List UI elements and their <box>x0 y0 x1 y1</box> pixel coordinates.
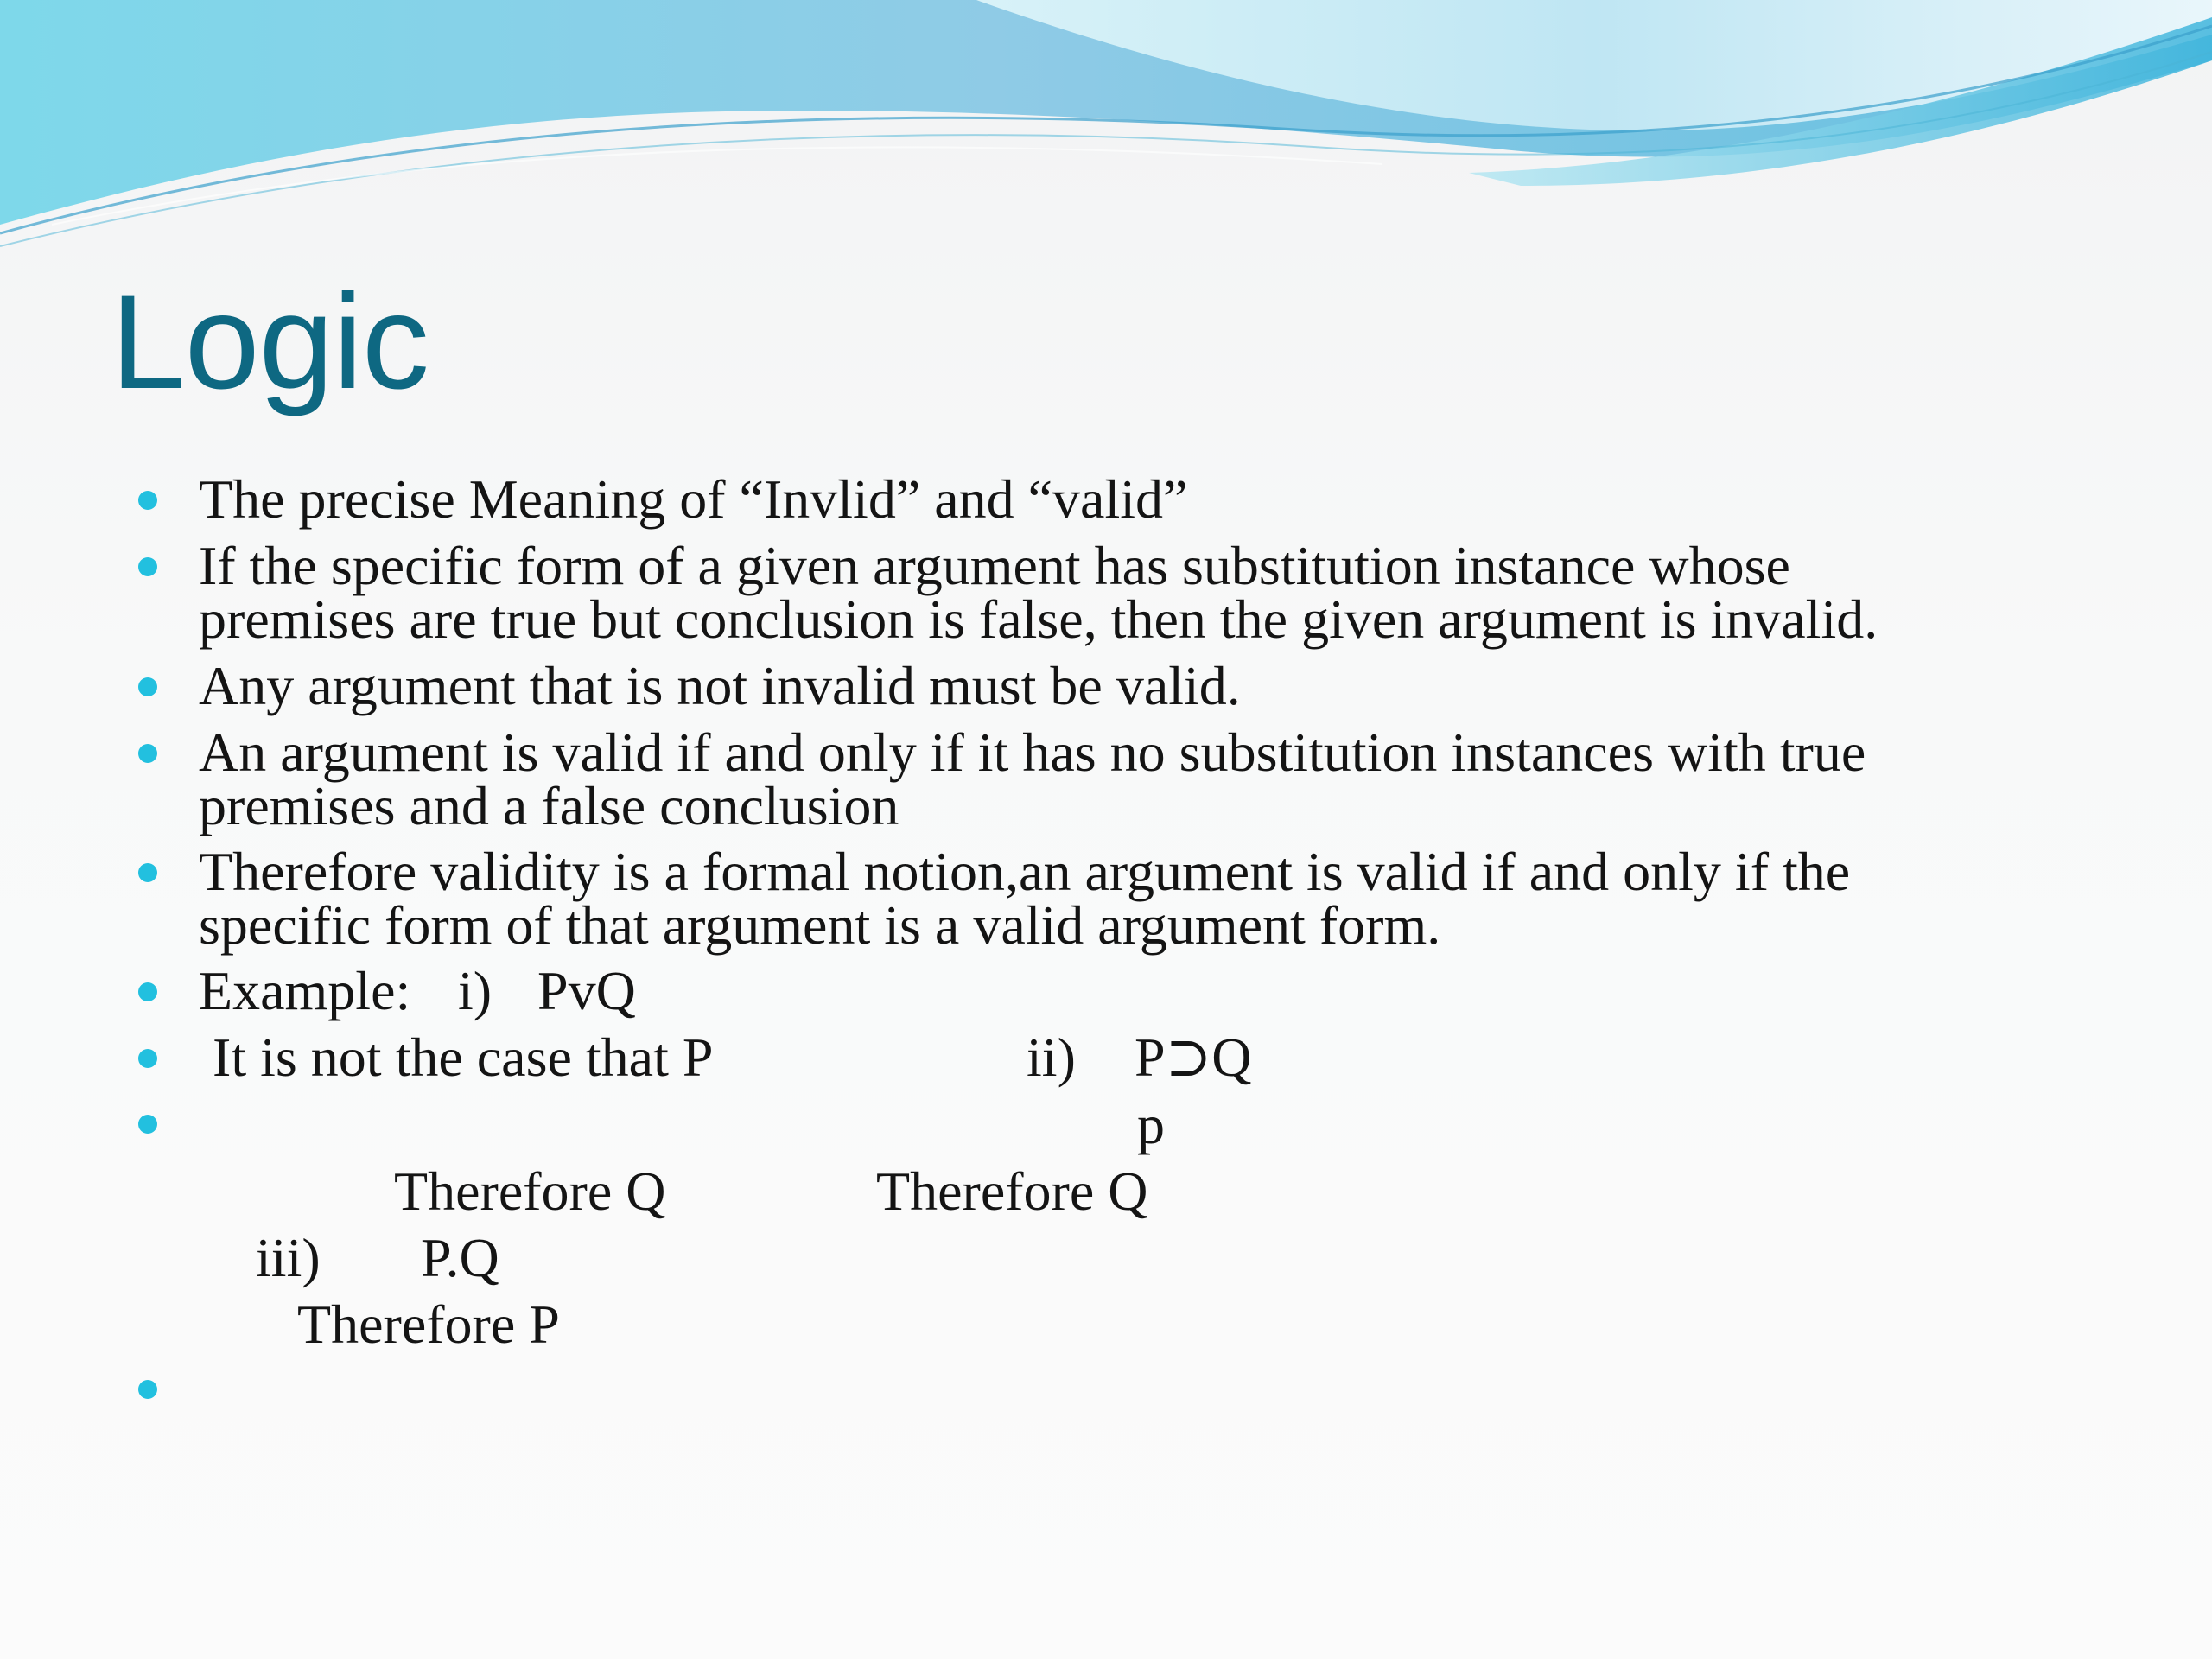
example-i-premise-2: It is not the case that P <box>213 1027 714 1088</box>
bullet-text: If the specific form of a given argument has substitution instance whose <box>199 535 1790 596</box>
bullet-text: The precise Meaning of “Invlid” and “valid” <box>199 468 1188 530</box>
example-ii-premise-2: p <box>1137 1094 1165 1155</box>
bullet-dot <box>138 1380 157 1399</box>
example-label: Example: <box>199 960 411 1021</box>
example-ii-number: ii) <box>1027 1027 1076 1088</box>
bullet-dot <box>138 1049 157 1068</box>
bullet-dot <box>138 677 157 696</box>
bullet-text-continued: premises are true but conclusion is false, then the given argument is invalid. <box>199 588 1878 650</box>
bullet-text: An argument is valid if and only if it has no substitution instances with true <box>199 721 1866 783</box>
bullet-text: Any argument that is not invalid must be valid. <box>199 655 1241 716</box>
example-iii-number: iii) <box>256 1227 321 1288</box>
example-i-conclusion: Therefore Q <box>394 1160 666 1222</box>
bullet-text-continued: premises and a false conclusion <box>199 775 899 836</box>
example-iii-premise: P.Q <box>421 1227 499 1288</box>
bullet-dot <box>138 744 157 763</box>
example-i-number: i) <box>458 960 493 1021</box>
example-ii-conclusion: Therefore Q <box>876 1160 1148 1222</box>
bullet-text: Therefore validity is a formal notion,an argument is valid if and only if the <box>199 841 1851 902</box>
example-ii-premise: P⊃Q <box>1135 1027 1252 1088</box>
bullet-dot <box>138 1115 157 1134</box>
bullet-dot <box>138 982 157 1001</box>
bullet-dot <box>138 863 157 882</box>
example-iii-conclusion: Therefore P <box>297 1294 560 1355</box>
bullet-dot <box>138 491 157 510</box>
example-i-premise: PvQ <box>537 960 636 1021</box>
slide-title: Logic <box>111 267 429 417</box>
bullet-text-continued: specific form of that argument is a valid argument form. <box>199 894 1441 956</box>
bullet-dot <box>138 557 157 576</box>
